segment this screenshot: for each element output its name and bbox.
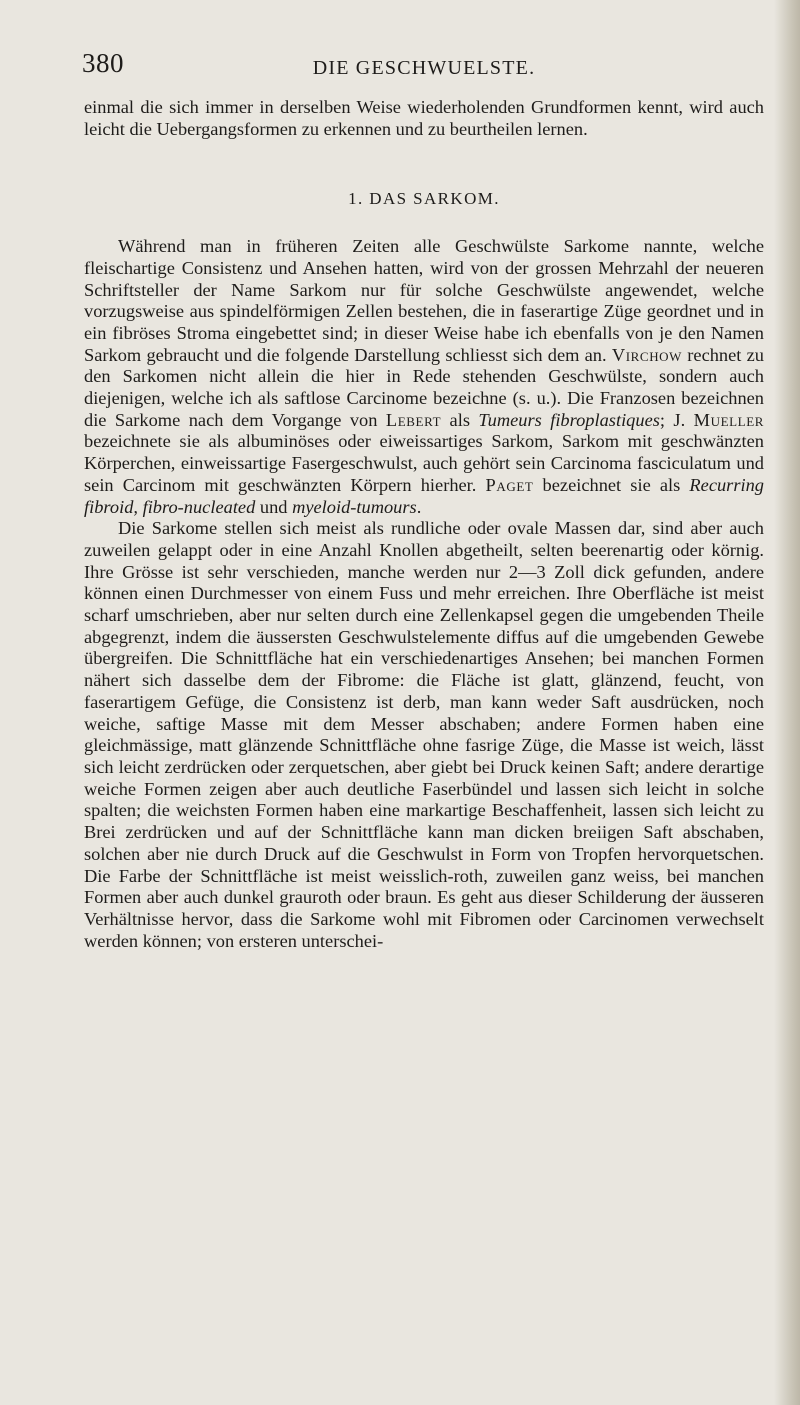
body-text: [84, 97, 764, 952]
term-tumeurs-fibroplastiques: Tumeurs fibroplastiques: [478, 409, 660, 430]
page-number: 380: [82, 48, 124, 78]
author-name-lebert: Lebert: [385, 409, 442, 430]
term-recurring-fibroid: Recurring fibroid, fibro-nucleated: [84, 474, 764, 517]
author-name-mueller: Mueller: [693, 409, 764, 430]
running-title: DIE GESCHWUELSTE.: [312, 57, 536, 79]
author-name-virchow: Virchow: [611, 344, 683, 365]
term-myeloid-tumours: myeloid-tumours: [292, 496, 417, 517]
paragraph-continuation: einmal die sich immer in derselben Weise wiederholenden Grundformen kennt, wird auch leicht die Uebergangsformen zu erkennen und zu beurtheilen lernen.: [84, 97, 764, 139]
section-heading: 1. DAS SARKOM.: [348, 189, 500, 209]
paragraph-nomenclature: Während man in früheren Zeiten alle Geschwülste Sarkome nannte, welche fleischartige Consistenz und Ansehen hatten, wird von der grossen Mehrzahl der neueren Schriftsteller der Name Sarkom nur für solche Geschwülste angewendet, welche vorzugsweise aus spindelförmigen Zellen bestehen, die in faserartige Züge geordnet und in ein fibröses Stroma eingebettet sind; in dieser Weise habe ich ebenfalls von je den Namen Sarkom gebraucht und die folgende Darstellung schliesst sich dem an. Virchow rechnet zu den Sarkomen nicht allein die hier in Rede stehenden Geschwülste, sondern auch diejenigen, welche ich als saftlose Carcinome bezeichne (s. u.). Die Franzosen bezeichnen die Sarkome nach dem Vorgange von Lebert als Tumeurs fibroplastiques; J. Mueller bezeichnete sie als albuminöses oder eiweissartiges Sarkom, Sarkom mit geschwänzten Körperchen, einweissartige Fasergeschwulst, auch gehört sein Carcinoma fasciculatum und sein Carcinom mit geschwänzten Körpern hierher. Paget bezeichnet sie als Recurring fibroid, fibro-nucleated und myeloid-tumours.: [84, 236, 764, 517]
author-name-paget: Paget: [485, 474, 534, 495]
page-edge-shadow: [774, 0, 800, 1405]
paragraph-description: Die Sarkome stellen sich meist als rundliche oder ovale Massen dar, sind aber auch zuweilen gelappt oder in eine Anzahl Knollen abgetheilt, selten beerenartig oder körnig. Ihre Grösse ist sehr verschieden, manche werden nur 2—3 Zoll dick gefunden, andere können einen Durchmesser von einem Fuss und mehr erreichen. Ihre Oberfläche ist meist scharf umschrieben, aber nur selten durch eine Zellenkapsel gegen die umgebenden Theile abgegrenzt, indem die äussersten Geschwulstelemente diffus auf die umgebenden Gewebe übergreifen. Die Schnittfläche hat ein verschiedenartiges Ansehen; bei manchen Formen nähert sich dasselbe dem der Fibrome: die Fläche ist glatt, glänzend, feucht, von faserartigem Gefüge, die Consistenz ist derb, man kann weder Saft ausdrücken, noch weiche, saftige Masse mit dem Messer abschaben; andere Formen haben eine gleichmässige, matt glänzende Schnittfläche ohne fasrige Züge, die Masse ist weich, lässt sich leicht zerdrücken oder zerquetschen, aber giebt bei Druck keinen Saft; andere derartige weiche Formen zeigen aber auch deutliche Faserbündel und lassen sich leicht in solche spalten; die weichsten Formen haben eine markartige Beschaffenheit, lassen sich leicht zu Brei zerdrücken und auf der Schnittfläche kann man dicken breiigen Saft abschaben, solchen aber nie durch Druck auf die Geschwulst in Form von Tropfen hervorquetschen. Die Farbe der Schnittfläche ist meist weisslich-roth, zuweilen ganz weiss, bei manchen Formen aber auch dunkel grauroth oder braun. Es geht aus dieser Schilderung der äusseren Verhältnisse hervor, dass die Sarkome wohl mit Fibromen oder Carcinomen verwechselt werden können; von ersteren unterschei-: [84, 518, 764, 951]
running-header: [84, 48, 764, 88]
